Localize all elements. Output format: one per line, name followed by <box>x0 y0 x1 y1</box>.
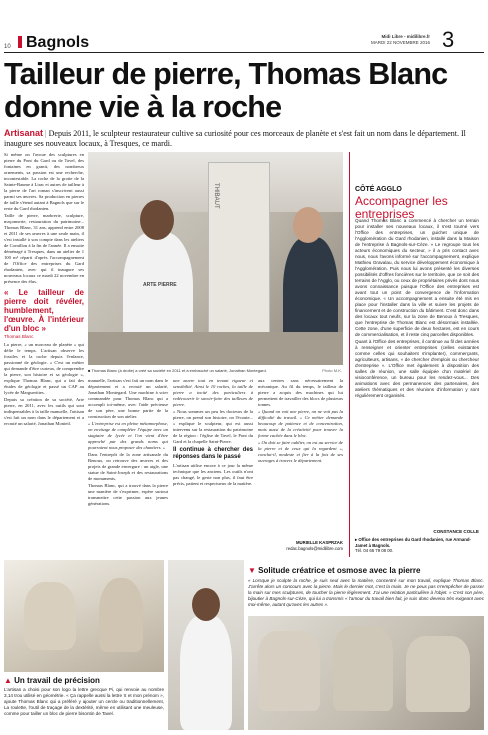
article-paragraph: Si même on l'avoue des sculptures en pierre du Pont du Gard ou de Tavel, des fontaines en granit, des nombreux ornements, sa passion est une recherche, incontestable. La roche de la grotte de la Sainte-Baume à Lirac et autres de tailleur à la pierre de l'art roman s'inscrivent aussi parmi ses œuvres. Sa production en pierres de taille s'étend autant à Bagnols que sur le reste du Gard rhodanien. <box>4 152 84 211</box>
machine-label: THIBAUT <box>213 183 219 209</box>
sculpture-shape <box>99 578 143 652</box>
sidebar <box>355 186 485 221</box>
stone-piece <box>258 631 320 711</box>
sidebar-rule <box>349 152 350 557</box>
solitude-title-text: Solitude créatrice et osmose avec la pierre <box>258 566 421 575</box>
travail-box <box>4 676 164 733</box>
article-paragraph: manuelle, l'artisan s'est fait un nom dans le département et a recruté un salarié, Jonathan Montegard. Une machine à scier commandée pour Thomas Blanc qui a accompli toi-même, avec l'aide précieuse de son père, une bonne partie de la construction de son atelier. <box>88 378 168 419</box>
stone-piece <box>333 626 393 711</box>
main-photo-credit: Photo M.K. <box>322 368 342 373</box>
sidebar-body <box>355 218 479 528</box>
sidebar-title: Accompagner les entreprises <box>355 194 448 221</box>
contact-arrow-icon: ▸ <box>355 537 359 542</box>
sidebar-contact <box>355 537 479 554</box>
article-paragraph: Depuis sa création de sa société, Arte pierre, en 2011, avec les outils qui sont indispensables à la taille manuelle, l'artisan s'est fait un nom dans le département et a recruté un salarié, Jonathan Monteil. <box>4 397 84 426</box>
section-title <box>18 34 89 52</box>
paper-name: Midi Libre - midilibre.fr <box>381 34 430 39</box>
article-paragraph: « Nous sommes un peu les docteurs de la pierre, on prend son histoire, on l'écoute... » explique le sculpteur, qui est aussi intervenu sur la restauration du patrimoine de la région : l'église de Tavel, le Pont du Gard et la chapelle Saint-Pierre. <box>173 409 253 444</box>
page-number: 3 <box>442 27 455 52</box>
artisan-photo <box>168 560 244 730</box>
article-col-1 <box>4 152 84 482</box>
article-paragraph: Taille de pierre, marbrerie, sculpture, maçonnerie, restauration du patrimoine... Thomas Blanc, 31 ans, apprend entre 2008 et 2011 de ses œuvres à une seule main, il s'est installé à son compte dans les ateliers de Cornillon à la fin de l'année. Il a ensuite déménagé à Tresques, dans un atelier de 1 100 m² réparti d'après l'accompagnement de l'Office des entreprises du Gard rhodanien, avec qui il inaugure ses nouveaux locaux ce mardi 22 novembre en présence des élus. <box>4 213 84 284</box>
stone-piece <box>406 636 470 712</box>
page-label: 10 <box>4 44 11 50</box>
main-photo <box>88 152 343 365</box>
paper-info <box>330 34 430 46</box>
article-paragraph: L'artisan utilise encore à ce jour la même technique que les anciens. Les outils n'ont pas changé, le geste non plus, il faut être précis, patient et respectueux de la matière. <box>173 463 253 486</box>
travail-title-text: Un travail de précision <box>14 676 100 685</box>
byline <box>258 540 343 551</box>
article-col-3 <box>173 378 253 553</box>
lede-kicker: Artisanat <box>4 128 44 138</box>
apron-label: ARTE PIERRE <box>143 282 177 288</box>
sidebar-kicker: CÔTÉ AGGLO <box>355 186 402 193</box>
byline-email: redac.bagnols@midilibre.com <box>286 545 343 551</box>
sculpture-shape <box>24 582 76 650</box>
header-rule <box>4 52 484 53</box>
triangle-icon: ▼ <box>248 566 259 575</box>
article-paragraph: « L'entreprise est en pleine métamorphose, on envisage de compléter l'équipe avec un stagiaire de lycée et l'on vient d'être approché par des grands noms qui pourraient nous proposer des chantiers. » <box>88 421 168 450</box>
headline: Tailleur de pierre, Thomas Blanc donne vie à la roche <box>4 57 448 124</box>
sidebar-paragraph: Quand Thomas Blanc a commencé à chercher un terrain pour installer ses nouveaux locaux, il s'est tourné vers l'Office des entreprises, un guichet unique de l'Agglomération du Gard rhodanien, installé dans la Maison de l'entreprise à Bagnols-sur-Cèze. « Le regroupe tous les acteurs économiques du secteur, » il a pris contact avec nous, nous l'avons informé sur l'accompagnement, explique Mathieu Gravalau, du service développement économique à l'Agglomération. Puis nous lui avons présenté les diverses possibilités d'offres foncières sur le territoire, que ce soit des terrains de l'Agglo, ou ceux de propriétaires privés dont nous avons connaissance puisque l'Office des entreprises est avant tout un point de convergence de l'information économique. « Un accompagnement a ensuite été mis en place pour l'installer dans la ville et suivre les projets de financement et de construction du bâtiment. C'est donc dans des locaux tout neufs, sur la zone de Benoux à Tresques, que l'entreprise de Thomas Blanc est désormais installée. Cette zone, d'une superficie de deux hectares, est en cours de commercialisation, et il reste cinq parcelles disponibles. <box>355 218 479 337</box>
article-paragraph: une œuvre tout en tenant rigueur et sensibilité. Ainsi le 10 roches, la taille de pierre a incité des particuliers à redécouvrir le savoir-faire des tailleurs de pierre. <box>173 378 253 407</box>
travail-title <box>4 676 164 686</box>
workshop-photo <box>248 616 484 730</box>
article-paragraph: Thomas Blanc, qui a trouvé dans la pierre une manière de s'exprimer, espère surtout transmettre cette passion aux jeunes générations. <box>88 483 168 506</box>
contact-address: Office des entreprises du Gard rhodanien, rue Armand-Jamet à Bagnols. <box>355 537 471 548</box>
lede-text: Depuis 2011, le sculpteur restaurateur cultive sa curiosité pour ces morceaux de planète et s'est fait un nom dans le département. Il inaugure ses nouveaux locaux, à Tresques, ce mardi. <box>4 129 466 148</box>
article-subhead: Il continue à chercher des réponses dans le passé <box>173 447 253 460</box>
pull-quote: « Le tailleur de pierre doit révéler, humblement, l'œuvre. À l'intérieur d'un bloc » <box>4 288 84 333</box>
section-name: Bagnols <box>26 34 90 51</box>
travail-text: L'artisan a choisi pour son logo la lettre grecque Pi, qui renvoie au nombre 3,14 trou utilisé en géométrie. « Ça rappelle aussi la lettre π et mon prénom », ajoute Thomas Blanc qui a préféré y ajouter un cercle ou traditionnellement, La roulette, l'outil de traçage de la dextérité, même en utilisant une meuleuse, comme pour tailler un bloc de pierre bisontin de Tavel. <box>4 687 164 716</box>
contact-phone: Tél. 04 66 79 08 00. <box>355 548 394 553</box>
issue-date: MARDI 22 NOVEMBRE 2016 <box>370 40 430 45</box>
byline-name: MURIELLE KASPRZAK <box>295 540 343 545</box>
section-marker-icon <box>18 36 22 48</box>
machine-shape <box>208 162 270 354</box>
article-paragraph: « Quand on voit une pierre, on ne voit pas la difficulté du travail. » Ce métier demande beaucoup de patience et de concentration, mais aussi de la créativité pour trouver la forme cachée dans le bloc. <box>258 409 343 438</box>
article-col-4 <box>258 378 343 538</box>
article-paragraph: aux centres sans nécessairement la mécanique. Au fil du temps, le tailleur de pierre a acquis des machines qui lui permettent de travailler des blocs de plusieurs tonnes. <box>258 378 343 407</box>
solitude-title <box>248 566 484 576</box>
article-paragraph: La pierre, « un morceau de planète » qui défie le temps. L'artisan observe les fossiles et la roche depuis l'enfance, passionné de géologie. « C'est un métier qui demande d'être curieux, de comprendre la pierre, son histoire et sa géologie », explique Thomas Blanc, qui a fait des études de géologie et passé un CAP au lycée de Marguerittes. <box>4 342 84 395</box>
article-paragraph: « On doit se faire oublier, on est au service de la pierre et de ceux qui la regardent », conclut-il, modeste et fier à la fois de ses ouvrages à travers le département. <box>258 440 343 463</box>
lede: Artisanat | Depuis 2011, le sculpteur restaurateur cultive sa curiosité pour ces morceaux de planète et s'est fait un nom dans le département. Il inaugure ses nouveaux locaux, à Tresques, ce mardi. <box>4 128 466 148</box>
sidebar-signature: CONSTANCE COLLE <box>433 529 479 534</box>
article-paragraph: Dans l'entrepôt de la zone artisanale du Benoux, on retrouve des œuvres et des projets de grande envergure : un aigle, une statue de Saint-Joseph et des restaurations de monuments. <box>88 452 168 481</box>
main-photo-caption: ■ Thomas Blanc (à droite) a créé sa société en 2011 et a embauché un salarié, Jonathan Montegard. <box>88 368 267 373</box>
sidebar-paragraph: Quant à l'Office des entreprises, il continue au fil des années à renseigner et orienter entreprises (celles existantes comme celles qui souhaitent s'implanter), commerçants, agriculteurs, artisans, « de chercher d'emplois ou chercheur d'entreprise ». L'Office met également à disposition des salles de réunion, une salle équipée d'un matériel de visioconférence, un bureau pour les rendez-vous... Des animations avec des permanences des partenaires, des ateliers thématiques et des réunions d'information y sont régulièrement organisés. <box>355 339 479 398</box>
triangle-icon: ▲ <box>4 676 15 685</box>
pull-quote-author: Thomas Blanc <box>4 334 34 339</box>
solitude-box <box>248 566 484 618</box>
sculpture-photo <box>4 560 164 672</box>
article-col-2 <box>88 378 168 553</box>
solitude-text: « Lorsque je sculpte la roche, je suis seul avec la matière, concentré sur mon travail, explique Thomas Blanc. J'arrête alors un concours avec la pierre. Mais le dernier mot, c'est la main. Je ne peux pas m'empêcher de passer la main sur mes sculptures, de toucher la pierre légèrement. J'ai une relation particulière à l'objet. » C'est son père, bijoutier à Bagnols-sur-Cèze, qui lui a transmis « l'amour du travail bien fait, je suis donc devenu très exigeant avec moi-même, autant qu'avec les autres ». <box>248 578 484 607</box>
